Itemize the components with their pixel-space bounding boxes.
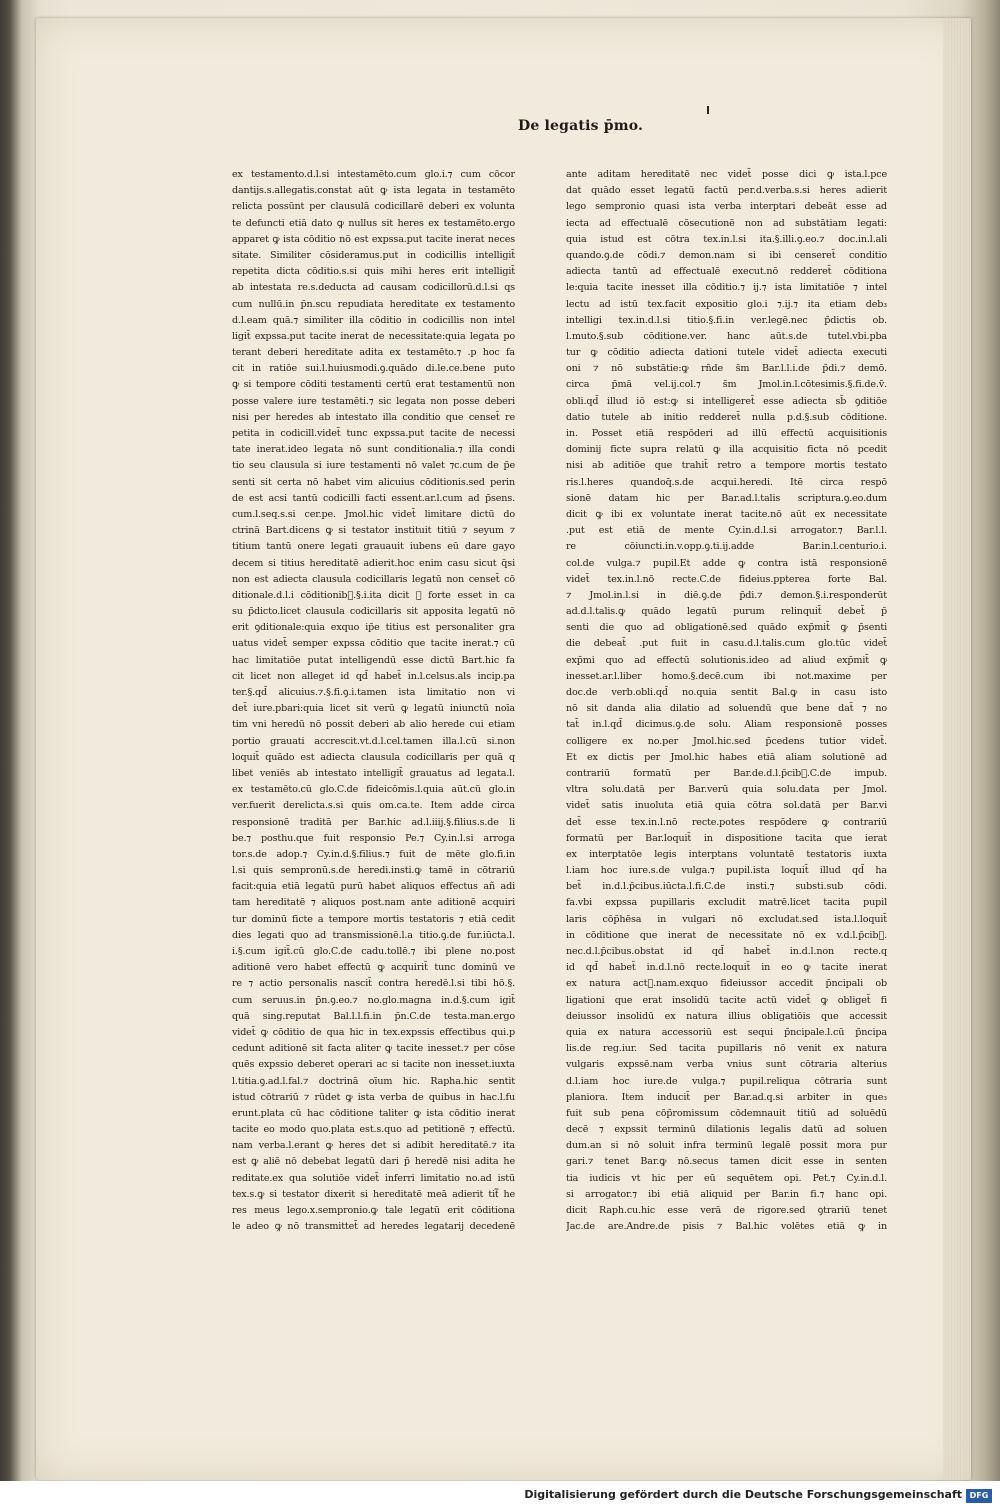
text-line: id qd̄ habet̄ in.d.l.nō recte.loquit̄ in eo ꝙ tacite inerat bbox=[566, 962, 887, 974]
text-line: tex.s.ꝙ si testator dixerit si hereditatē meā adierit tit᷑ he bbox=[232, 1188, 515, 1200]
text-line: erit ꝯditionale:quia exquo ip̄e titius est personaliter gra bbox=[232, 622, 515, 634]
text-line: ctrinā Bart.dicens ꝙ si testator instituit titiū ⁊ seyum ⁊ bbox=[232, 525, 515, 537]
text-line: ditionale.d.l.i cōditionib᷑.§.i.ita dicit ꝙ forte esset in ca bbox=[232, 589, 515, 601]
text-line: l.muto.§.sub cōditione.ver. hanc aūt.s.de tutel.vbi.pba bbox=[566, 330, 887, 342]
text-line: senti die quo ad obligationē.sed quādo exp̄mit̄ ꝙ p̄senti bbox=[566, 622, 887, 634]
text-line: dominij ficte supra relatū ꝙ illa acquisitio ficta nō pcedit bbox=[566, 444, 887, 456]
text-line: tim vni heredū nō possit deberi ab alio herede cui etiam bbox=[232, 719, 515, 731]
text-line: nec.d.l.p̄cibus.obstat id qd̄ habet̄ in.d.l.non recte.q bbox=[566, 946, 887, 957]
text-line: l.si quis sempronū.s.de heredi.insti.ꝙ tamē in cōtrariū bbox=[232, 865, 515, 877]
text-line: cit licet non alleget id qd̄ habet̄ in.l.celsus.als incip.pa bbox=[232, 670, 515, 682]
text-line: apparet ꝙ ista cōditio nō est expssa.put tacite inerat neces bbox=[232, 233, 515, 245]
text-line: Et ex dictis per Jmol.hic habes etiā aliam solutionē ad bbox=[566, 751, 887, 763]
text-line: formatū per Bar.loquit̄ in dispositione tacita que ierat bbox=[566, 832, 887, 844]
text-line: lectu ad istū tex.facit expositio glo.i ⁊.ij.⁊ ita etiam deb₃ bbox=[566, 298, 887, 310]
text-line: lis.de reg.iur. Sed tacita pupillaris nō venit ex natura bbox=[566, 1043, 887, 1055]
text-line: doc.de verb.obli.qd̄ no.quia sentit Bal.ꝙ in casu isto bbox=[566, 687, 887, 698]
text-line: dicit Raph.cu.hic esse verā de rigore.sed ꝯtrariū tenet bbox=[566, 1205, 887, 1216]
text-line: ris.l.heres quandoq̄.s.de acqui.heredi. Itē circa respō bbox=[566, 476, 887, 488]
text-line: si arrogator.⁊ ibi etiā aliquid per Bar.in fi.⁊ hanc opi. bbox=[566, 1188, 887, 1200]
text-line: videt̄ satis inuoluta etiā quia cōtra sol.datā per Bar.vi bbox=[566, 800, 887, 812]
text-line: vulgaris expssē.nam verba vnius sunt cōtraria alterius bbox=[566, 1059, 887, 1071]
text-line: te defuncti etiā dato ꝙ nullus sit heres ex testamēto.ergo bbox=[232, 217, 515, 229]
text-line: tate inerat.ideo legata nō sunt conditionalia.⁊ illa condi bbox=[232, 444, 515, 456]
text-line: col.de vulga.⁊ pupil.Et adde ꝙ contra istā responsionē bbox=[566, 557, 887, 569]
text-line: fa.vbi expssa pupillaris excludit matrē.licet tacita pupil bbox=[566, 897, 887, 909]
text-line: le adeo ꝙ nō transmittet̄ ad heredes legatarij decedenē bbox=[232, 1221, 515, 1233]
text-line: ⁊ Jmol.in.l.si in diē.ꝯ.de p̄di.⁊ demon.§.i.responderūt bbox=[566, 589, 887, 601]
text-line: su p̄dicto.licet clausula codicillaris sit apposita legatū nō bbox=[232, 606, 515, 618]
text-line: dum.an si nō soluit infra terminū legalē possit mora pur bbox=[566, 1140, 887, 1152]
text-line: ex interptatōe legis interptans voluntatē testatoris iuxta bbox=[566, 848, 887, 860]
text-line: ex testamēto.cū glo.C.de fideicōmis.l.quia aūt.cū glo.in bbox=[232, 784, 515, 796]
text-line: cit in ratiōe sui.l.huiusmodi.ꝯ.quādo di.le.ce.bene puto bbox=[232, 363, 515, 375]
text-line: ab intestata re.s.deducta ad causam codicillorū.d.l.si qs bbox=[232, 282, 515, 294]
text-line: in cōditione que inerat de necessitate nō ex v.d.l.p̄cib᷑. bbox=[566, 929, 887, 941]
text-line: est ꝙ aliē nō debebat legatū dari p̄ heredē nisi adita he bbox=[232, 1156, 515, 1168]
text-line: titium tantū onere legati grauauit iubens eū dare gayo bbox=[232, 541, 515, 553]
text-line: uatus videt̄ semper expssa cōditio que tacite inerat.⁊ cū bbox=[232, 638, 515, 650]
text-line: le:quia tacite inesset illa cōditio.⁊ ij.⁊ ista limitatiōe ⁊ intel bbox=[566, 282, 887, 294]
text-line: det̄ iure.pbari:quia licet sit verū ꝙ legatū iniunctū noīa bbox=[232, 703, 515, 715]
ink-mark bbox=[707, 106, 709, 114]
text-line: ex natura act᷑.nam.exquo fideiussor accedit p̄ncipali ob bbox=[566, 978, 887, 990]
text-line: iecta ad effectualē cōsecutionē non ad substātiam legati: bbox=[566, 217, 887, 229]
text-line: loquit̄ quādo est adiecta clausula codicillaris per quā q bbox=[232, 751, 515, 763]
text-line: d.l.iam hoc iure.de vulga.⁊ pupil.reliqua cōtraria sunt bbox=[566, 1075, 887, 1087]
text-column-right bbox=[566, 167, 887, 1235]
text-line: dat quādo esset legatū factū per.d.verba.s.si heres adierit bbox=[566, 185, 887, 197]
text-line: contrariū formatū per Bar.de.d.l.p̄cib᷑.C.de impub. bbox=[566, 767, 887, 779]
text-line: decē ⁊ expssit terminū dilationis legalis datū ad soluen bbox=[566, 1124, 887, 1136]
text-line: inesset.ar.l.liber homo.§.decē.cum ibi not.maxime per bbox=[566, 670, 887, 682]
text-line: tat̄ in.l.qd̄ dicimus.ꝯ.de solu. Aliam responsionē posses bbox=[566, 719, 887, 731]
text-line: ligationi que erat insolidū tacite actū videt̄ ꝙ obliget̄ fi bbox=[566, 994, 887, 1006]
text-line: sionē datam hic per Bar.ad.l.talis scriptura.ꝯ.eo.dum bbox=[566, 492, 887, 504]
text-line: tam hereditatē ⁊ aliquos post.nam ante aditionē acquiri bbox=[232, 897, 515, 909]
text-line: relicta possūnt per clausulā codicillarē deberi ex volunta bbox=[232, 201, 515, 213]
text-line: d.l.eam quā.⁊ similiter illa cōditio in codicillis non intel bbox=[232, 314, 515, 326]
text-line: colligere ex no.per Jmol.hic.sed p̄cedens tutior videt̄. bbox=[566, 735, 887, 747]
text-line: cedunt aditionē sit facta aliter ꝙ tacite inesset.⁊ per cōse bbox=[232, 1043, 515, 1055]
text-line: nisi per heredes ab intestato illa conditio que censet̄ re bbox=[232, 411, 515, 423]
text-line: quando.ꝯ.de cōdi.⁊ demon.nam si ibi censeret̄ conditio bbox=[566, 249, 887, 261]
text-line: laris cōp̄hēsa in vulgari nō excludat.sed ista.l.loquit̄ bbox=[566, 913, 887, 925]
text-line: vltra solu.datā per Bar.verū quia solu.data per Jmol. bbox=[566, 784, 887, 796]
running-head: De legatis p̄mo. bbox=[518, 118, 644, 134]
text-line: det̄ esse tex.in.l.nō recte.potes respōdere ꝙ contrariū bbox=[566, 816, 887, 828]
text-line: intelligi tex.in.d.l.si titio.§.fi.in ver.legē.nec p̄dictis ob. bbox=[566, 314, 887, 326]
text-line: oni ⁊ nō substātie:ꝙ rn̄de s̄m Bar.l.l.i.de p̄di.⁊ demō. bbox=[566, 363, 887, 375]
text-line: re cōiuncti.in.v.opp.ꝯ.ti.ij.adde Bar.in.l.centurio.i. bbox=[566, 541, 887, 553]
text-line: erunt.plata cū hac cōditione taliter ꝙ ista cōditio inerat bbox=[232, 1107, 515, 1119]
text-line: tacite eo modo quo.plata est.s.quo ad petitionē ⁊ effectū. bbox=[232, 1124, 515, 1136]
text-line: ꝙ si tempore cōditi testamenti certū erat testamentū non bbox=[232, 379, 515, 391]
text-line: nō sit danda alia dilatio ad soluendū que bene dat̄ ⁊ no bbox=[566, 703, 887, 715]
text-line: Jac.de are.Andre.de pisis ⁊ Bal.hic volētes etiā ꝙ in bbox=[566, 1221, 887, 1233]
text-line: ad.d.l.talis.ꝙ quādo legatū purum relinquit̄ debet̄ p̄ bbox=[566, 606, 887, 618]
text-line: dicit ꝙ ibi ex voluntate inerat tacite.nō aūt ex necessitate bbox=[566, 508, 887, 520]
text-line: videt̄ ꝙ cōditio de qua hic in tex.expssis effectibus qui.p bbox=[232, 1026, 515, 1038]
text-line: non est adiecta clausula codicillaris legatū non censet̄ cō bbox=[232, 573, 515, 585]
text-line: res meus lego.x.sempronio.ꝙ tale legatū erit cōditiona bbox=[232, 1205, 515, 1216]
text-line: circa p̄mā vel.ij.col.⁊ s̄m Jmol.in.l.cōtesimis.§.fi.de.v̄. bbox=[566, 379, 887, 391]
text-line: ver.fuerit derelicta.s.si quis om.ca.te. Item adde circa bbox=[232, 800, 515, 812]
text-line: ex testamento.d.l.si intestamēto.cum glo.i.⁊ cum cōcor bbox=[232, 169, 515, 180]
text-line: tur ꝙ cōditio adiecta dationi tutele videt̄ adiecta executi bbox=[566, 347, 887, 359]
page-edge bbox=[943, 18, 971, 1480]
text-line: quā sing.reputat Bal.l.l.fi.in p̄n.C.de testa.man.ergo bbox=[232, 1010, 515, 1022]
text-line: l.iam hoc iure.s.de vulga.⁊ pupil.ista loquit̄ illud qd̄ ha bbox=[566, 865, 887, 877]
text-line: facit:quia etiā legatū purū habet aliquos effectus añ adi bbox=[232, 881, 515, 893]
text-line: deiussor insolidū ex natura illius obligatiōis que accessit bbox=[566, 1010, 887, 1022]
text-line: obli.qd̄ illud iō est:ꝙ si intelligeret̄ esse adiecta sb̄ ꝯditiōe bbox=[566, 395, 887, 407]
text-line: bet̄ in.d.l.p̄cibus.iūcta.l.fi.C.de insti.⁊ substi.sub cōdi. bbox=[566, 881, 887, 893]
text-line: reditate.ex qua solutiōe videt̄ inferri limitatio no.ad istū bbox=[232, 1172, 515, 1184]
text-line: repetita dicta cōditio.s.si quis mihi heres erit intelligit̄ bbox=[232, 266, 515, 278]
text-line: aditionē vero habet effectū ꝙ acquirit̄ tunc dominū ve bbox=[232, 962, 515, 974]
text-line: ligit̄ expssa.put tacite inerat de necessitate:quia legata po bbox=[232, 330, 515, 342]
text-line: tur dominū ficte a tempore mortis testatoris ⁊ etiā cedit bbox=[232, 913, 515, 925]
text-line: posse valere iure testamēti.⁊ sic legata non posse deberi bbox=[232, 395, 515, 407]
text-column-left bbox=[232, 167, 515, 1235]
text-line: ter.§.qd̄ alicuius.⁊.§.fi.ꝯ.i.tamen ista limitatio non vi bbox=[232, 687, 515, 698]
text-line: tor.s.de adop.⁊ Cy.in.d.§.filius.⁊ fuit de mēte glo.fi.in bbox=[232, 848, 515, 860]
text-line: be.⁊ posthu.que fuit responsio Pe.⁊ Cy.in.l.si arroga bbox=[232, 832, 515, 844]
text-line: l.titia.ꝯ.ad.l.fal.⁊ doctrinā oīum hic. Rapha.hic sentit bbox=[232, 1075, 515, 1087]
text-line: nisi ab aditiōe que trahit̄ retro a tempore mortis testato bbox=[566, 460, 887, 472]
text-line: in. Posset etiā respōderi ad illū effectū acquisitionis bbox=[566, 428, 887, 439]
text-line: libet veniēs ab intestato intelligit̄ grauatus ad legata.l. bbox=[232, 767, 515, 779]
text-line: sitate. Similiter cōsideramus.put in codicillis intelligit̄ bbox=[232, 249, 515, 261]
text-line: cum.l.seq.s.si cer.pe. Jmol.hic videt̄ limitare dictū do bbox=[232, 508, 515, 520]
text-line: responsionē traditā per Bar.hic ad.l.iiij.§.filius.s.de li bbox=[232, 816, 515, 828]
text-line: re ⁊ actio personalis nascit̄ contra heredē.l.si tibi hō.§. bbox=[232, 978, 515, 990]
text-line: dantijs.s.allegatis.constat aūt ꝙ ista legata in testamēto bbox=[232, 185, 515, 197]
text-line: cum nullū.in p̄n.scu repudiata hereditate ex testamento bbox=[232, 298, 515, 310]
text-line: videt̄ tex.in.l.nō recte.C.de fideius.ppterea forte Bal. bbox=[566, 573, 887, 585]
text-line: hac limitatiōe putat intelligendū esse dictū Bart.hic fa bbox=[232, 654, 515, 666]
text-line: tio seu clausula si iure testamenti nō valet ⁊c.cum de p̄e bbox=[232, 460, 515, 472]
text-line: adiecta tantū ad effectualē execut.nō redderet̄ cōditiona bbox=[566, 266, 887, 278]
text-line: quia istud est cōtra tex.in.l.si ita.§.illi.ꝯ.eo.⁊ doc.in.l.ali bbox=[566, 233, 887, 245]
text-line: quēs expssio deberet operari ac si tacite non inesset.iuxta bbox=[232, 1059, 515, 1071]
text-line: terant deberi hereditate adita ex testamēto.⁊ .p hoc fa bbox=[232, 347, 515, 359]
dfg-logo: DFG bbox=[966, 1489, 992, 1503]
text-line: istud cōtrariū ⁊ rūdet ꝙ ista verba de quibus in hac.l.fu bbox=[232, 1091, 515, 1103]
text-line: fuit sub pena cōp̄romissum cōdemnauit titiū ad soluēdū bbox=[566, 1107, 887, 1119]
funding-notice: Digitalisierung gefördert durch die Deutsche Forschungsgemeinschaft bbox=[524, 1488, 962, 1501]
text-line: lego sempronio quasi ista verba interptari debeāt esse ad bbox=[566, 201, 887, 213]
text-line: cum seruus.in p̄n.ꝯ.eo.⁊ no.glo.magna in.d.§.cum igit̄ bbox=[232, 994, 515, 1006]
text-line: quia ex natura accessoriū est sequi p̄ncipale.l.cū p̄ncipa bbox=[566, 1026, 887, 1038]
text-line: ante aditam hereditatē nec videt̄ posse dici ꝙ ista.l.pce bbox=[566, 169, 887, 180]
text-line: nam verba.l.erant ꝙ heres det si adibit hereditatē.⁊ ita bbox=[232, 1140, 515, 1152]
text-line: tia iudicis vt hic per eū sequētem opi. Pet.⁊ Cy.in.d.l. bbox=[566, 1172, 887, 1184]
text-line: de est acsi tantū codicilli facti essent.ar.l.cum ad p̄sens. bbox=[232, 492, 515, 504]
text-line: portio grauati accrescit.vt.d.l.cel.tamen illa.l.cū si.non bbox=[232, 735, 515, 747]
text-line: datio tutele ab initio redderet̄ nulla p.d.§.sub cōditione. bbox=[566, 411, 887, 423]
text-line: gari.⁊ tenet Bar.ꝙ nō.secus tamen dicit esse in senten bbox=[566, 1156, 887, 1168]
text-line: senti sit certa nō habet vim alicuius cōditionis.sed perin bbox=[232, 476, 515, 488]
text-line: decem si titius hereditatē adierit.hoc enim casu sicut q̄si bbox=[232, 557, 515, 569]
text-line: i.§.cum igit̄.cū glo.C.de cadu.tollē.⁊ ibi plene no.post bbox=[232, 946, 515, 957]
text-line: dies legati quo ad transmissionē.l.a titio.ꝯ.de fur.iūcta.l. bbox=[232, 929, 515, 941]
text-line: .put est etiā de mente Cy.in.d.l.si arrogator.⁊ Bar.l.l. bbox=[566, 525, 887, 537]
text-line: planiora. Item inducit̄ per Bar.ad.q.si arbiter in que₃ bbox=[566, 1091, 887, 1103]
text-line: die debeat̄ .put fuit in casu.d.l.talis.cum glo.tūc videt̄ bbox=[566, 638, 887, 650]
text-line: exp̄mi quo ad effectū solutionis.ideo ad aliud exp̄mit̄ ꝙ bbox=[566, 654, 887, 666]
text-line: petita in codicill.videt̄ tunc expssa.put tacite de necessi bbox=[232, 428, 515, 439]
